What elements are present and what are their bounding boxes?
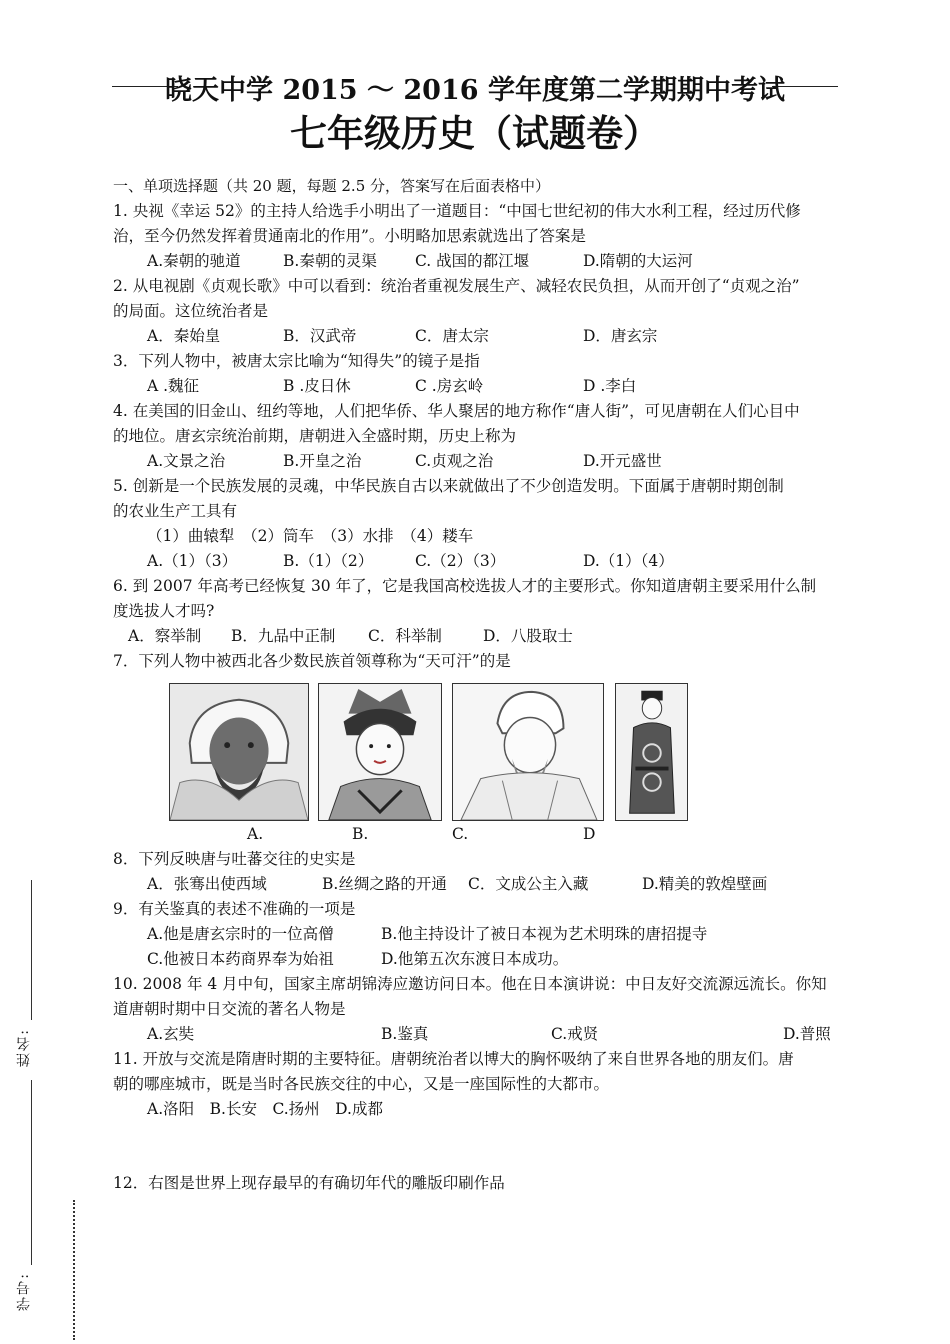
portrait-image-d [615,683,688,821]
question-9-line-1: 9．有关鉴真的表述不准确的一项是 [113,900,356,918]
question-5-line-2: 的农业生产工具有 [113,502,238,520]
empress-portrait-icon [319,684,441,820]
question-1-line-1: 1. 央视《幸运 52》的主持人给选手小明出了一道题目：“中国七世纪初的伟大水利工程，经过历代修 [113,202,801,220]
q1-option-a: A.秦朝的驰道 [147,252,241,270]
q9-option-a: A.他是唐玄宗时的一位高僧 [147,925,334,943]
q4-option-d: D.开元盛世 [583,452,662,470]
q9-option-b: B.他主持设计了被日本视为艺术明珠的唐招提寺 [381,925,708,943]
question-7-line-1: 7．下列人物中被西北各少数民族首领尊称为“天可汗”的是 [113,652,511,670]
binding-dotted-line [73,1200,75,1340]
portrait-image-b [318,683,442,821]
portrait-image-c [452,683,604,821]
q1-option-d: D.隋朝的大运河 [583,252,693,270]
paper-title: 七年级历史（试题卷） [290,111,660,155]
q4-option-c: C.贞观之治 [415,452,494,470]
question-1-line-2: 治，至今仍然发挥着贯通南北的作用”。小明略加思索就选出了答案是 [113,227,586,245]
question-2-line-2: 的局面。这位统治者是 [113,302,269,320]
q3-option-c: C .房玄岭 [415,377,484,395]
portrait-caption-a: A. [247,825,264,843]
q10-option-a: A.玄奘 [147,1025,195,1043]
question-10-line-2: 道唐朝时期中日交流的著名人物是 [113,1000,346,1018]
portrait-caption-c: C. [452,825,469,843]
mongol-khan-portrait-icon [170,684,308,820]
q6-option-c: C．科举制 [368,627,442,645]
q8-option-c: C．文成公主入藏 [468,875,589,893]
question-4-line-1: 4. 在美国的旧金山、纽约等地，人们把华侨、华人聚居的地方称作“唐人街”，可见唐朝在人们心目中 [113,402,800,420]
portrait-image-a [169,683,309,821]
q10-option-c: C.戒贤 [551,1025,599,1043]
question-11-line-2: 朝的哪座城市，既是当时各民族交往的中心，又是一座国际性的大都市。 [113,1075,610,1093]
q5-option-b: B.（1）（2） [283,552,374,570]
q8-option-d: D.精美的敦煌壁画 [642,875,768,893]
q5-option-c: C.（2）（3） [415,552,506,570]
q5-option-a: A.（1）（3） [147,552,238,570]
question-3-line-1: 3．下列人物中，被唐太宗比喻为“知得失”的镜子是指 [113,352,480,370]
scholar-portrait-icon [453,684,603,820]
question-5-line-1: 5. 创新是一个民族发展的灵魂，中华民族自古以来就做出了不少创造发明。下面属于唐朝时期创制 [113,477,784,495]
q4-option-a: A.文景之治 [147,452,226,470]
q2-option-a: A．秦始皇 [147,327,221,345]
q6-option-b: B．九品中正制 [231,627,336,645]
q5-items: （1）曲辕犁 （2）筒车 （3）水排 （4）耧车 [147,527,474,545]
school-exam-title: 晓天中学 2015 ～ 2016 学年度第二学期期中考试 [165,75,785,106]
q2-option-c: C．唐太宗 [415,327,489,345]
q9-option-d: D.他第五次东渡日本成功。 [381,950,569,968]
question-12-line-1: 12．右图是世界上现存最早的有确切年代的雕版印刷作品 [113,1174,505,1192]
question-8-line-1: 8．下列反映唐与吐蕃交往的史实是 [113,850,356,868]
portrait-caption-d: D [583,825,596,843]
question-2-line-1: 2. 从电视剧《贞观长歌》中可以看到：统治者重视发展生产、减轻农民负担，从而开创了“贞观之治” [113,277,800,295]
question-4-line-2: 的地位。唐玄宗统治前期，唐朝进入全盛时期，历史上称为 [113,427,517,445]
q11-options: A.洛阳 B.长安 C.扬州 D.成都 [147,1100,383,1118]
q6-option-d: D．八股取士 [483,627,573,645]
q3-option-d: D .李白 [583,377,637,395]
q1-option-b: B.秦朝的灵渠 [283,252,377,270]
q8-option-a: A．张骞出使西域 [147,875,267,893]
q9-option-c: C.他被日本药商界奉为始祖 [147,950,334,968]
q3-option-b: B .皮日休 [283,377,351,395]
q2-option-b: B．汉武帝 [283,327,357,345]
q6-option-a: A．察举制 [128,627,202,645]
emperor-standing-portrait-icon [616,684,687,820]
q5-option-d: D.（1）（4） [583,552,674,570]
q8-option-b: B.丝绸之路的开通 [322,875,447,893]
q3-option-a: A .魏征 [147,377,200,395]
binding-line-upper [31,880,32,1020]
q4-option-b: B.开皇之治 [283,452,362,470]
name-label: 姓名: [16,1028,32,1067]
question-10-line-1: 10. 2008 年 4 月中旬，国家主席胡锦涛应邀访问日本。他在日本演讲说：中日友好交流源远流长。你知 [113,975,827,993]
q10-option-d: D.普照 [783,1025,831,1043]
question-11-line-1: 11. 开放与交流是隋唐时期的主要特征。唐朝统治者以博大的胸怀吸纳了来自世界各地的朋友们。唐 [113,1050,794,1068]
binding-line-middle [31,1080,32,1265]
student-id-label: 学号: [16,1272,32,1311]
q2-option-d: D．唐玄宗 [583,327,658,345]
question-6-line-2: 度选拔人才吗? [113,602,215,620]
q10-option-b: B.鉴真 [381,1025,429,1043]
section-heading: 一、单项选择题（共 20 题，每题 2.5 分，答案写在后面表格中） [113,177,551,195]
question-6-line-1: 6. 到 2007 年高考已经恢复 30 年了，它是我国高校选拔人才的主要形式。你知道唐朝主要采用什么制 [113,577,817,595]
q1-option-c: C. 战国的都江堰 [415,252,530,270]
portrait-caption-b: B. [352,825,369,843]
